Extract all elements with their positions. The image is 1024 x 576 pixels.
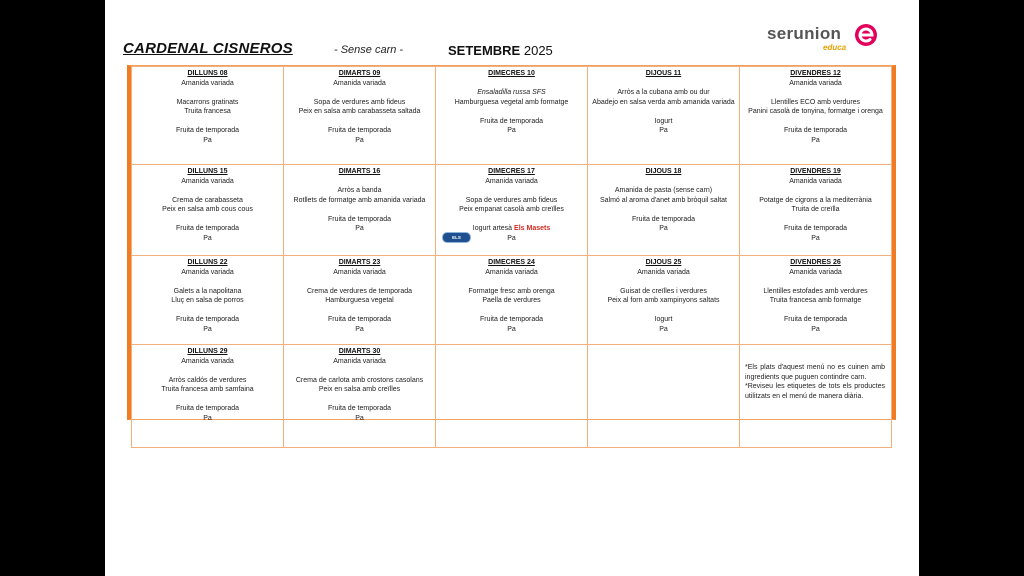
dish: Fruita de temporada [175,316,240,323]
dish: Peix al forn amb xampinyons saltats [607,297,720,304]
brand-highlight: Els Masets [514,225,551,232]
dish: Crema de carlota amb crostons casolans [295,376,424,384]
dish: Pa [355,414,364,422]
dish: Fruita de temporada [479,316,544,323]
dish: Fruita de temporada [479,117,544,125]
menu-grid [127,65,896,420]
dish: Pa [507,127,516,134]
dish: Pa [355,325,364,333]
note-no-meat: *Els plats d'aquest menú no es cuinen amb ingredients que puguen contindre carn. [745,364,885,381]
dish: Pa [355,225,364,232]
logo-e-icon [853,22,879,48]
dish: Potatge de cigrons a la mediterrània [759,196,872,204]
day-cell [588,165,740,256]
day-cell [436,256,588,345]
dish: Fruita de temporada [327,405,392,412]
dish: Pa [507,234,516,242]
day-label: DIMECRES 10 [488,70,535,77]
day-label: DILLUNS 22 [187,259,228,266]
dish: Pa [203,325,212,333]
serunion-logo [767,22,887,56]
dish: Pa [659,127,668,134]
dish: Iogurt [654,117,673,125]
dish: Amanida variada [789,177,842,185]
dish: Amanida variada [485,177,538,185]
dish: Pa [355,136,364,144]
dish: Fruita de temporada [783,127,848,134]
day-label: DIMARTS 16 [338,168,381,175]
day-label: DIMARTS 23 [338,259,381,266]
dish: Pa [203,234,212,242]
empty-cell [436,345,588,448]
dish-text: Iogurt artesà [472,225,513,232]
dish: Hamburguesa vegetal amb formatge [454,98,569,106]
day-cell [284,256,436,345]
year: 2025 [523,43,553,58]
dish: Iogurt [654,316,673,323]
dish: Pa [811,234,820,242]
dish: Amanida variada [333,268,386,276]
day-cell [284,165,436,256]
dish: Amanida variada [333,357,386,365]
day-label: DIMARTS 30 [338,348,381,355]
day-cell [132,256,284,345]
dish: Llentilles ECO amb verdures [770,98,861,106]
dish: Truita francesa amb samfaina [161,386,254,393]
dish: Peix en salsa amb creïlles [318,386,401,393]
day-cell [132,345,284,448]
dish: Pa [203,414,212,422]
day-label: DIMECRES 24 [488,259,535,266]
dish: Pa [203,136,212,144]
day-label: DILLUNS 15 [187,168,228,175]
menu-page [105,0,919,576]
day-cell [740,256,892,345]
dish: Fruita de temporada [631,215,696,223]
dish: Pa [659,325,668,333]
month-name: SETEMBRE [448,43,521,58]
day-cell [132,165,284,256]
dish: Pa [507,325,516,333]
day-cell [284,67,436,165]
dish: Peix en salsa amb cous cous [162,206,253,213]
empty-cell [588,345,740,448]
day-cell [284,345,436,448]
day-label: DIVENDRES 12 [790,70,841,77]
dish: Pa [659,225,668,232]
note-labels: *Reviseu les etiquetes de tots els productes utilitzats en el menú de manera diària. [745,383,885,400]
dish: Abadejo en salsa verda amb amanida variada [592,98,735,106]
dish: Galets a la napolitana [173,287,242,295]
dish: Guisat de creïlles i verdures [620,287,707,295]
dish: Crema de carabasseta [172,196,243,204]
dish: Paella de verdures [482,297,541,304]
dish: Salmó al aroma d'anet amb bròquil saltat [599,196,727,204]
notes-cell [740,345,892,448]
dish: Crema de verdures de temporada [306,287,413,295]
dish: Arròs a banda [337,187,382,194]
day-label: DIJOUS 18 [645,168,682,175]
dish: Amanida variada [485,268,538,276]
dish: Hamburguesa vegetal [325,297,394,304]
dish: Peix en salsa amb carabasseta saltada [298,108,421,115]
day-label: DIMARTS 09 [338,70,381,77]
day-cell [436,165,588,256]
dish: Fruita de temporada [327,127,392,134]
day-cell [132,67,284,165]
dish: Amanida variada [181,79,234,87]
day-cell [588,256,740,345]
dish: Truita francesa [184,108,231,115]
dish: Fruita de temporada [783,225,848,232]
day-cell [740,67,892,165]
day-cell [436,67,588,165]
dish: Formatge fresc amb orenga [468,287,555,295]
dish: Ensaladilla russa SFS [477,89,546,96]
dish: Fruita de temporada [175,127,240,134]
dish: Truita de creïlla [791,206,840,213]
dish: Amanida variada [181,357,234,365]
dish: Fruita de temporada [783,316,848,323]
dish: Pa [811,136,820,144]
day-label: DIVENDRES 26 [790,259,841,266]
dish: Arròs caldós de verdures [168,376,247,384]
day-label: DIMECRES 17 [488,168,535,175]
dish: Fruita de temporada [175,225,240,232]
dish: Panini casolà de tonyina, formatge i orenga [748,108,883,115]
dish: Peix empanat casolà amb creïlles [459,206,564,213]
dish: Amanida de pasta (sense carn) [614,187,713,194]
dish: Llentilles estofades amb verdures [763,287,868,295]
dish: Macarrons gratinats [176,98,239,106]
dish: Amanida variada [789,268,842,276]
dish: Lluç en salsa de porros [171,297,244,304]
dish: Sopa de verdures amb fideus [313,98,406,106]
dish: Amanida variada [181,177,234,185]
dish: Amanida variada [637,268,690,276]
day-label: DIVENDRES 19 [790,168,841,175]
school-name: CARDENAL CISNEROS [123,40,293,57]
day-label: DIJOUS 11 [645,70,682,77]
dish: Fruita de temporada [175,405,240,412]
dish: Pa [811,325,820,333]
dish: Fruita de temporada [327,215,392,223]
dish: Fruita de temporada [327,316,392,323]
dish: Amanida variada [181,268,234,276]
day-label: DILLUNS 08 [187,70,228,77]
day-cell [588,67,740,165]
menu-month [448,43,553,58]
day-cell [740,165,892,256]
dish: Arròs a la cubana amb ou dur [617,89,710,96]
logo-word: serunion [767,24,842,43]
dish: Amanida variada [333,79,386,87]
els-masets-badge: ELS MASETS [442,232,471,243]
dish: Rotllets de formatge amb amanida variada [293,196,426,204]
day-label: DILLUNS 29 [187,348,228,355]
dish: Amanida variada [789,79,842,87]
logo-sub: educa [823,43,847,52]
dish: Sopa de verdures amb fideus [465,196,558,204]
menu-subtitle: - Sense carn - [334,44,404,56]
dish: Truita francesa amb formatge [769,297,862,304]
day-label: DIJOUS 25 [645,259,682,266]
